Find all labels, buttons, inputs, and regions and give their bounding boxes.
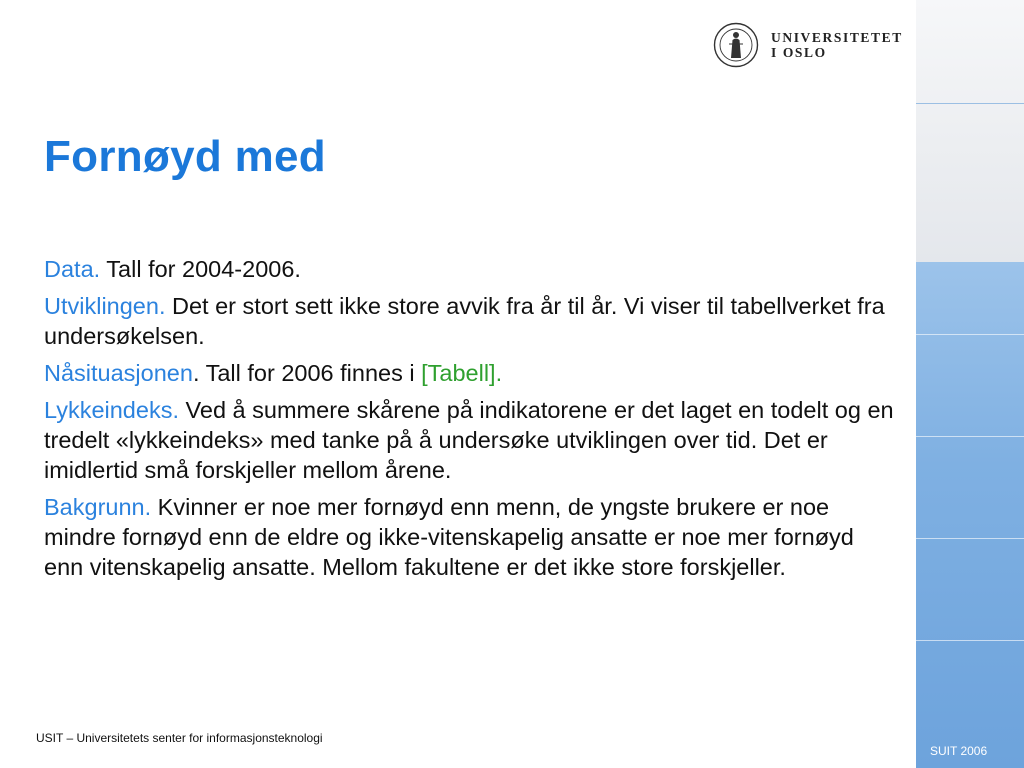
logo-line-1: UNIVERSITETET	[771, 30, 903, 45]
slide-title: Fornøyd med	[44, 132, 326, 181]
paragraph-lead: Bakgrunn.	[44, 494, 152, 520]
tabell-link[interactable]: [Tabell].	[421, 360, 503, 386]
paragraph-lead: Nåsituasjonen	[44, 360, 193, 386]
university-logo	[713, 20, 903, 70]
slide-body	[44, 254, 894, 589]
paragraph-lykkeindeks	[44, 395, 894, 485]
paragraph-lead: Data.	[44, 256, 101, 282]
side-panel-bottom	[916, 262, 1024, 768]
panel-divider	[916, 334, 1024, 335]
paragraph-lead: Lykkeindeks.	[44, 397, 179, 423]
footer-organization: USIT – Universitetets senter for informasjonsteknologi	[36, 731, 323, 745]
paragraph-lead: Utviklingen.	[44, 293, 166, 319]
panel-divider	[916, 640, 1024, 641]
panel-divider	[916, 103, 1024, 104]
side-panel-top	[916, 0, 1024, 262]
paragraph-bakgrunn	[44, 492, 894, 582]
paragraph-text: Kvinner er noe mer fornøyd enn menn, de yngste brukere er noe mindre fornøyd enn de eldre og ikke-vitenskapelig ansatte er noe mer fornøyd enn vitenskapelig ansatte. Mellom fakultene er det ikke store forskjeller.	[44, 494, 854, 580]
panel-divider	[916, 436, 1024, 437]
paragraph-text: Ved å summere skårene på indikatorene er det laget en todelt og en tredelt «lykkeindeks» med tanke på å undersøke utviklingen over tid. Det er imidlertid små forskjeller mellom årene.	[44, 397, 894, 483]
paragraph-text: . Tall for 2006 finnes i	[192, 360, 422, 386]
university-seal-icon	[713, 22, 759, 68]
paragraph-text: Det er stort sett ikke store avvik fra år til år. Vi viser til tabellverket fra undersøkelsen.	[44, 293, 885, 349]
paragraph-text: Tall for 2004-2006.	[100, 256, 301, 282]
paragraph-data	[44, 254, 894, 284]
paragraph-utviklingen	[44, 291, 894, 351]
panel-divider	[916, 538, 1024, 539]
logo-line-2: I OSLO	[771, 45, 827, 60]
paragraph-nasituasjonen	[44, 358, 894, 388]
footer-tag: SUIT 2006	[930, 744, 988, 758]
